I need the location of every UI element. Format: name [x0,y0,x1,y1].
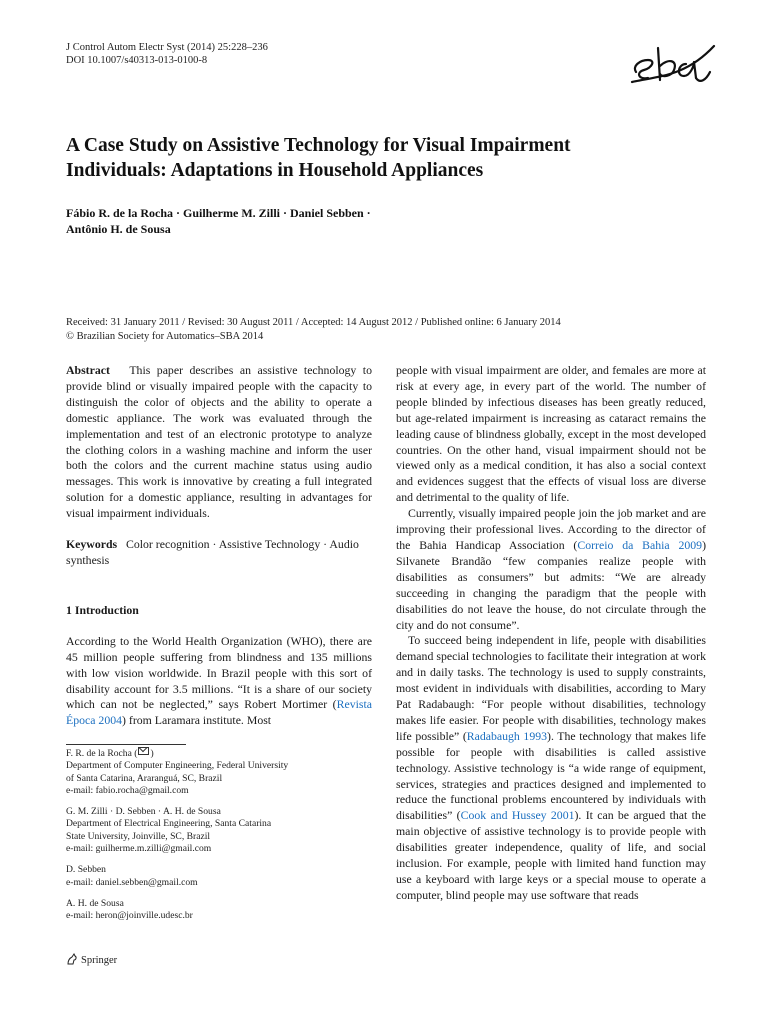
envelope-icon [138,747,149,755]
intro-p1-text-end: ) from Laramara institute. Most [122,713,272,728]
citation-revista-epoca[interactable]: Revista Época 2004 [66,697,372,728]
affiliation-dept-cont: of Santa Catarina, Araranguá, SC, Brazil [66,772,223,784]
copyright-notice: © Brazilian Society for Automatics–SBA 2014 [66,330,264,342]
publisher-name: Springer [81,955,118,966]
citation-correio-da-bahia[interactable]: Correio da Bahia 2009 [577,537,703,552]
keywords-label: Keywords [66,537,118,552]
intro-p1-text: According to the World Health Organization (WHO), there are 45 million people suffering from blindness and 135 millions with low vision worldwide. In Brazil people with this sort of disability account for 3.5 millions. “It is a share of our society which can not be neglected,” says Robert Mortimer ( [66,633,372,712]
affiliation-sebben [66,864,372,889]
affiliation-rocha [66,748,372,797]
affiliation-email[interactable]: e-mail: fabio.rocha@gmail.com [66,784,189,796]
right-column [396,363,706,904]
journal-reference: J Control Autom Electr Syst (2014) 25:228–236 [66,42,268,53]
intro-p2-text: Currently, visually impaired people join the job market and are improving their professional lives. According to the director of the Bahia Handicap Association ( [396,506,706,552]
title-line-1: A Case Study on Assistive Technology for Visual Impairment [66,135,571,156]
author-list [66,205,706,237]
affiliation-sousa [66,898,372,923]
affiliation-name: D. Sebben [66,864,106,876]
keywords [66,537,372,569]
doi: DOI 10.1007/s40313-013-0100-8 [66,55,208,66]
abstract [66,363,372,522]
received-dates: Received: 31 January 2011 / Revised: 30 August 2011 / Accepted: 14 August 2012 / Published online: 6 January 2014 [66,317,561,328]
authors-line-2: Antônio H. de Sousa [66,222,171,236]
sba-logo [630,36,716,88]
left-column [66,363,372,729]
title-line-2: Individuals: Adaptations in Household Appliances [66,160,484,181]
abstract-label: Abstract [66,363,110,377]
affiliation-name: A. H. de Sousa [66,897,124,909]
publication-history [66,316,706,343]
affiliation-names: G. M. Zilli · D. Sebben · A. H. de Sousa [66,806,221,818]
citation-radabaugh[interactable]: Radabaugh 1993 [466,728,548,743]
intro-paragraph-1 [66,634,372,729]
intro-p3-text: To succeed being independent in life, people with disabilities demand special technologies to facilitate their integration at work and in daily tasks. The technology is used to supply constraints, most evident in individuals with disabilities, according to Mary Pat Radabaugh: “For people without disabilities, technology makes life easier. For people with disabilities, technology makes life possible” ( [396,633,706,743]
affiliation-dept-cont: State University, Joinville, SC, Brazil [66,830,211,842]
affiliation-dept: Department of Computer Engineering, Federal University [66,760,289,772]
abstract-text: This paper describes an assistive technology to provide blind or visually impaired people with the capacity to distinguish the color of objects and the ability to operate a domestic appliance. The work was evaluated through the implementation and test of an electronic prototype to analyze the clothing colors in a washing machine and inform the user both the colors and the current machine status using audio messages. This work is innovative by creating a full integrated solution for a domestic appliance, resulting in advantages for visual impairment individuals. [66,363,372,521]
affiliation-email[interactable]: e-mail: daniel.sebben@gmail.com [66,876,198,888]
affiliation-email[interactable]: e-mail: guilherme.m.zilli@gmail.com [66,843,212,855]
section-heading-introduction: 1 Introduction [66,602,139,617]
footnote-divider [66,744,186,745]
intro-paragraph-3 [396,633,706,903]
affiliation-zilli-sebben-sousa [66,806,372,855]
paper-title [66,133,706,183]
journal-header [66,41,268,67]
affiliation-dept: Department of Electrical Engineering, Santa Catarina [66,818,272,830]
page-footer [66,953,117,966]
intro-paragraph-2 [396,506,706,633]
affiliations [66,748,372,923]
intro-p3-text-end: ). It can be argued that the main objective of assistive technology is to provide people with disabilities greater independence, quality of life, and social inclusion. For example, people with limited hand function may use a keyboard with large keys or a special mouse to operate a computer, blind people may use software that reads [396,808,706,902]
affiliation-name: F. R. de la Rocha ( [66,748,138,759]
intro-p3-text-mid: ). The technology that makes life possible for people with disabilities is called assistive technology. Assistive technology is “a wide range of equipment, services, strategies and practices designed and implemented to reduce the functional problems encountered by individuals with disabilities” ( [396,728,706,823]
affiliation-name-close: ) [150,748,154,759]
keywords-text: Color recognition · Assistive Technology · Audio synthesis [66,537,359,567]
citation-cook-hussey[interactable]: Cook and Hussey 2001 [460,808,575,823]
intro-p2-text-end: ) Silvanete Brandão “few companies realize people with disabilities as consumers” but admits: “We are already succeeding in changing the paradigm that the people with disabilities do not leave the house, do not circulate through the city and do not consume”. [396,537,706,632]
affiliation-email[interactable]: e-mail: heron@joinville.udesc.br [66,910,193,922]
intro-paragraph-1-continued: people with visual impairment are older, and females are more at risk at every age, in every part of the world. The number of people blinded by infectious diseases has been greatly reduced, but age-related impairment is increasing as cataract remains the leading cause of blindness globally, except in the most developed countries. On the other hand, visual impairment should not be viewed only as a medical condition, it has also a social context and evidences suggest that the effects of visual loss are diverse and detrimental to the quality of life. [396,363,706,505]
springer-horse-icon [66,953,78,965]
authors-line-1: Fábio R. de la Rocha · Guilherme M. Zilli · Daniel Sebben · [66,206,371,220]
